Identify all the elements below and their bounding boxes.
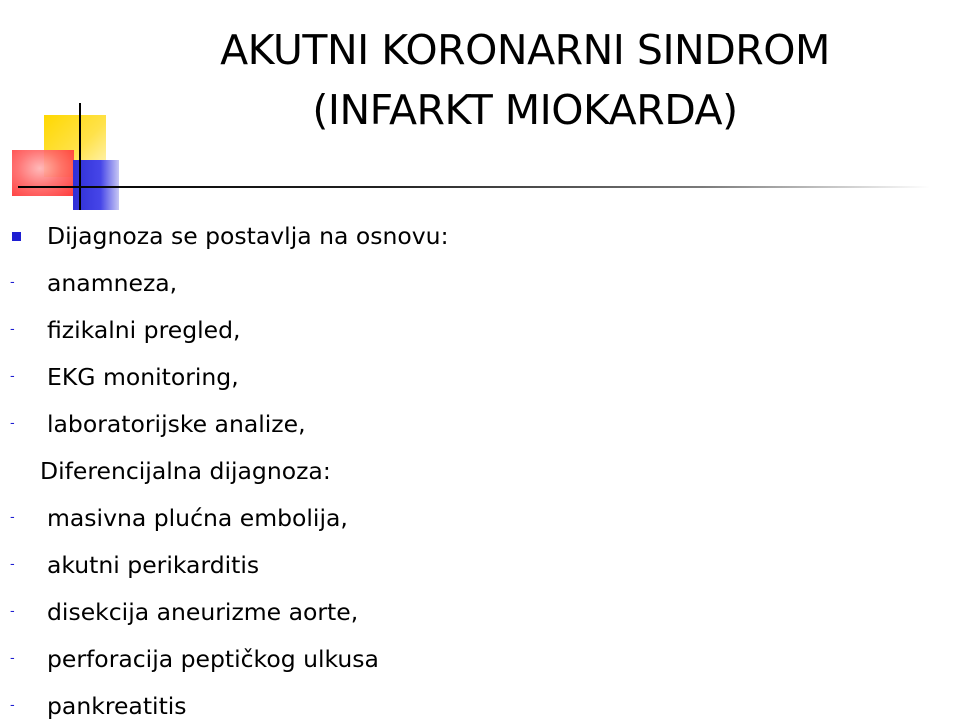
dash-bullet-icon: - [10,416,15,431]
dash-item-text: akutni perikarditis [47,551,260,579]
dash-item-text: fizikalni pregled, [47,316,241,344]
slide-title-line-1: AKUTNI KORONARNI SINDROM [220,26,830,74]
dash-bullet-icon: - [10,557,15,572]
dash-bullet-icon: - [10,651,15,666]
dash-item-text: anamneza, [47,269,178,297]
decorative-vertical-line [79,103,81,210]
differential-heading-text: Diferencijalna dijagnoza: [40,457,331,485]
dash-item-text: masivna plućna embolija, [47,504,348,532]
title-underline-divider [18,186,930,188]
dash-item-text: EKG monitoring, [47,363,239,391]
square-bullet-icon [12,232,21,241]
slide-title-line-2: (INFARKT MIOKARDA) [312,86,738,134]
dash-item-text: pankreatitis [47,692,187,720]
dash-bullet-icon: - [10,604,15,619]
dash-bullet-icon: - [10,369,15,384]
dash-bullet-icon: - [10,510,15,525]
dash-item-text: laboratorijske analize, [47,410,306,438]
dash-bullet-icon: - [10,275,15,290]
bullet-text: Dijagnoza se postavlja na osnovu: [47,222,449,250]
dash-item-text: disekcija aneurizme aorte, [47,598,359,626]
dash-bullet-icon: - [10,698,15,713]
slide-title [130,20,920,140]
dash-item-text: perforacija peptičkog ulkusa [47,645,379,673]
dash-bullet-icon: - [10,322,15,337]
decorative-red-square [12,150,74,196]
